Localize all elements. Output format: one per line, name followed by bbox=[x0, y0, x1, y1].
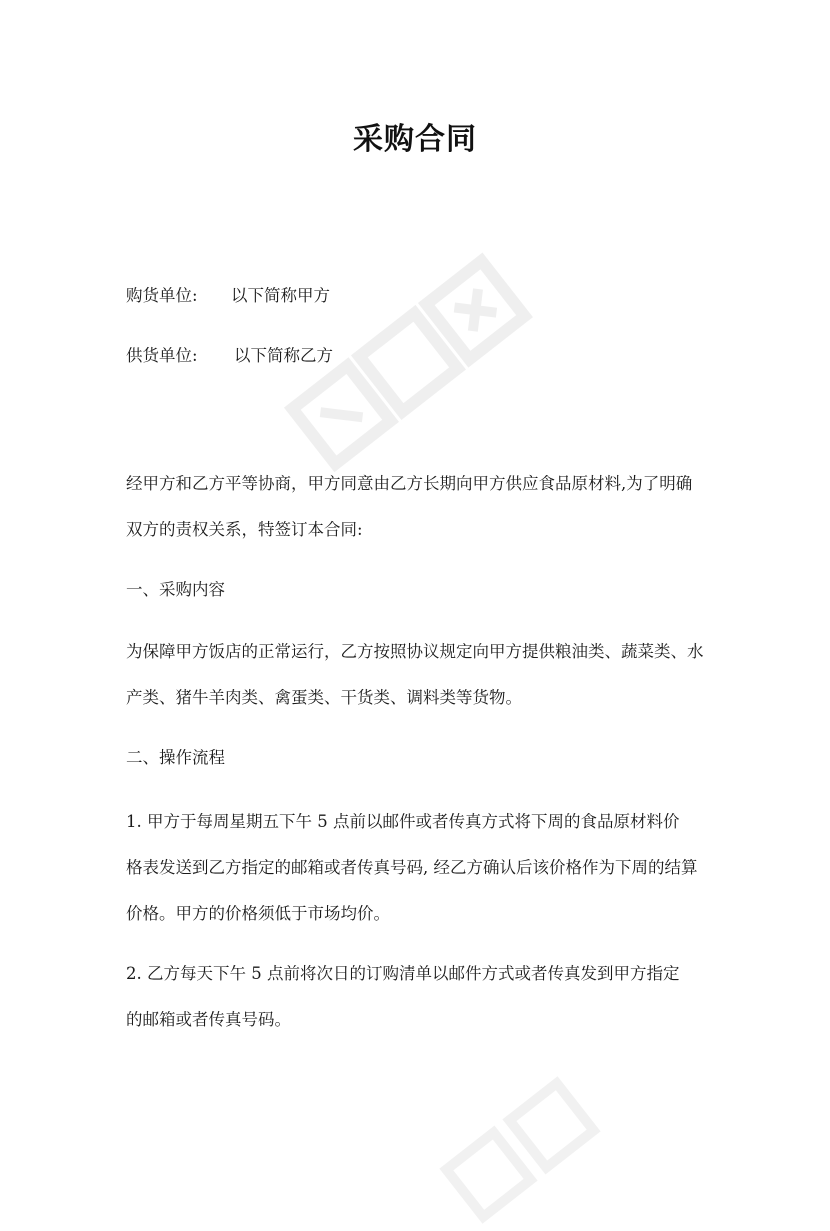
supplier-label: 供货单位: bbox=[126, 346, 198, 365]
supplier-value: 以下简称乙方 bbox=[234, 346, 333, 365]
section1-line-1: 为保障甲方饭店的正常运行，乙方按照协议规定向甲方提供粮油类、蔬菜类、水 bbox=[126, 642, 704, 661]
buyer-row bbox=[126, 284, 330, 308]
intro-line-2: 双方的责权关系，特签订本合同: bbox=[126, 520, 363, 539]
section2-item2-line-1: 2. 乙方每天下午 5 点前将次日的订购清单以邮件方式或者传真发到甲方指定 bbox=[126, 964, 680, 983]
buyer-value: 以下简称甲方 bbox=[231, 286, 330, 305]
section1-heading: 一、采购内容 bbox=[126, 580, 225, 599]
section2-item1-line-2: 格表发送到乙方指定的邮箱或者传真号码, 经乙方确认后该价格作为下周的结算 bbox=[126, 858, 698, 877]
section1-line-2: 产类、猪牛羊肉类、禽蛋类、干货类、调料类等货物。 bbox=[126, 688, 522, 707]
buyer-label: 购货单位: bbox=[126, 286, 198, 305]
watermark-logo-bottom bbox=[432, 1069, 607, 1231]
intro-line-1: 经甲方和乙方平等协商，甲方同意由乙方长期向甲方供应食品原材料,为了明确 bbox=[126, 474, 693, 493]
section2-item1-line-1: 1. 甲方于每周星期五下午 5 点前以邮件或者传真方式将下周的食品原材料价 bbox=[126, 812, 680, 831]
section2-item2-line-2: 的邮箱或者传真号码。 bbox=[126, 1010, 291, 1029]
supplier-row bbox=[126, 344, 333, 368]
page-title: 采购合同 bbox=[353, 122, 477, 157]
section2-item1-line-3: 价格。甲方的价格须低于市场均价。 bbox=[126, 904, 390, 923]
section2-heading: 二、操作流程 bbox=[126, 748, 225, 767]
